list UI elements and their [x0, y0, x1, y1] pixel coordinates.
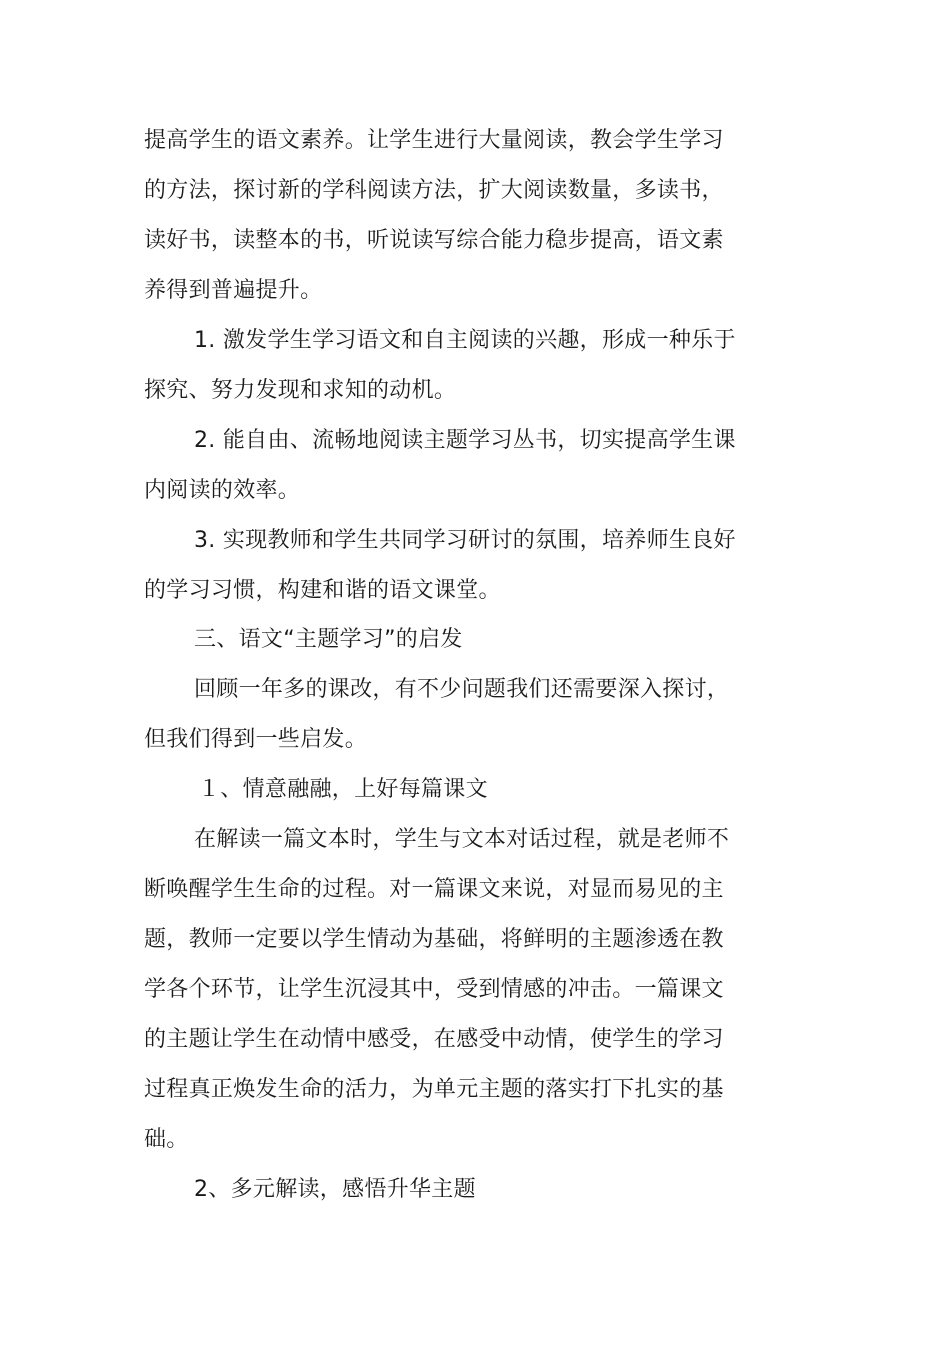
list-item-1-line: 1. 激发学生学习语文和自主阅读的兴趣，形成一种乐于: [194, 328, 736, 353]
text-line: 提高学生的语文素养。让学生进行大量阅读，教会学生学习: [144, 128, 724, 153]
text-line: 断唤醒学生生命的过程。对一篇课文来说，对显而易见的主: [144, 877, 724, 902]
text-line: 的学习习惯，构建和谐的语文课堂。: [144, 578, 501, 603]
text-line: 内阅读的效率。: [144, 478, 301, 503]
subsection-heading-1: １、情意融融，上好每篇课文: [198, 777, 488, 802]
text-line: 题，教师一定要以学生情动为基础，将鲜明的主题渗透在教: [144, 927, 724, 952]
subsection-heading-2: 2、多元解读，感悟升华主题: [194, 1177, 476, 1202]
section-heading: 三、语文“主题学习”的启发: [194, 627, 463, 652]
text-line: 础。: [144, 1127, 189, 1152]
text-line: 读好书，读整本的书，听说读写综合能力稳步提高，语文素: [144, 228, 724, 253]
paragraph-start-line: 在解读一篇文本时，学生与文本对话过程，就是老师不: [194, 827, 730, 852]
text-line: 探究、努力发现和求知的动机。: [144, 378, 457, 403]
list-item-3-line: 3. 实现教师和学生共同学习研讨的氛围，培养师生良好: [194, 528, 736, 553]
text-line: 的方法，探讨新的学科阅读方法，扩大阅读数量，多读书，: [144, 178, 724, 203]
text-line: 过程真正焕发生命的活力，为单元主题的落实打下扎实的基: [144, 1077, 724, 1102]
text-line: 的主题让学生在动情中感受，在感受中动情，使学生的学习: [144, 1027, 724, 1052]
text-line: 养得到普遍提升。: [144, 278, 323, 303]
list-item-2-line: 2. 能自由、流畅地阅读主题学习丛书，切实提高学生课: [194, 428, 736, 453]
paragraph-start-line: 回顾一年多的课改，有不少问题我们还需要深入探讨，: [194, 677, 730, 702]
text-line: 学各个环节，让学生沉浸其中，受到情感的冲击。一篇课文: [144, 977, 724, 1002]
text-line: 但我们得到一些启发。: [144, 727, 368, 752]
